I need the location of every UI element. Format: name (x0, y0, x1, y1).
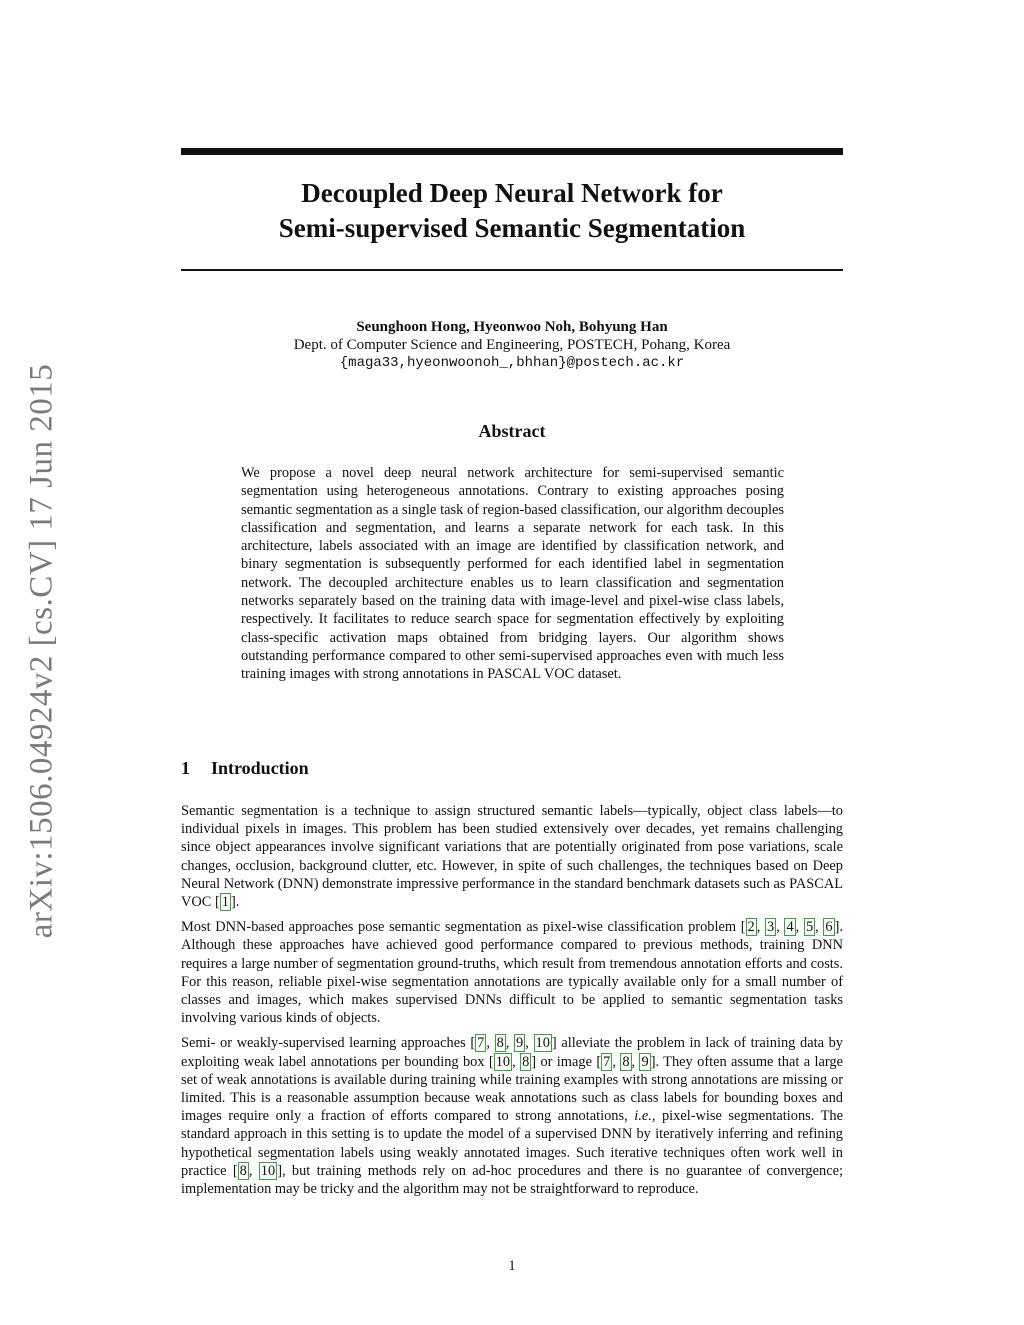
arxiv-identifier: arXiv:1506.04924v2 [cs.CV] 17 Jun 2015 (23, 363, 60, 939)
author-names: Seunghoon Hong, Hyeonwoo Noh, Bohyung Han (356, 319, 668, 335)
paragraph: Semi- or weakly-supervised learning approaches [ 7 , 8 , 9 , 10 ] alleviate the problem in lack of training data by exploiting weak label annotations per bounding box [ 10 , 8 ] or image [ 7 , 8 , 9 ]. They often assume that a large set of weak annotations is available during training while training examples with strong annotations are missing or limited. This is a reasonable assumption because weak annotations such as class labels for bounding boxes and images require only a fraction of efforts compared to strong annotations, i.e., pixel-wise segmentations. The standard approach in this setting is to update the model of a supervised DNN by iteratively inferring and refining hypothetical segmentation labels using weakly annotated images. Such iterative techniques often work well in practice [ 8 , 10 ], but training methods rely on ad-hoc procedures and there is no guarantee of convergence; implementation may be tricky and the algorithm may not be straightforward to reproduce. (181, 1035, 844, 1198)
paragraph: Most DNN-based approaches pose semantic segmentation as pixel-wise classification problem [ 2 , 3 , 4 , 5 , 6 ]. Although these approaches have achieved good performance compared to previous methods, training DNN requires a large number of segmentation ground-truths, which result from tremendous annotation efforts and costs. For this reason, reliable pixel-wise segmentation annotations are typically available only for a small number of classes and images, which makes supervised DNNs difficult to be applied to semantic segmentation tasks involving various kinds of objects. (181, 919, 843, 1027)
citation-link[interactable]: 8 (239, 1162, 247, 1179)
citation-link[interactable]: 8 (522, 1053, 530, 1070)
citation-link[interactable]: 10 (535, 1035, 550, 1052)
citation-link[interactable]: 1 (221, 894, 229, 911)
author-affiliation: Dept. of Computer Science and Engineering, POSTECH, Pohang, Korea (293, 337, 731, 353)
citation-link[interactable]: 4 (786, 919, 794, 936)
citation-link[interactable]: 9 (641, 1053, 649, 1070)
arxiv-sidebar (0, 0, 80, 1325)
citation-link[interactable]: 10 (495, 1053, 511, 1070)
citation-link[interactable]: 9 (516, 1035, 524, 1052)
section-title: Introduction (211, 758, 309, 778)
introduction-body (181, 802, 843, 1205)
citation-link[interactable]: 8 (622, 1053, 630, 1070)
citation-link[interactable]: 5 (805, 919, 814, 936)
citation-link[interactable]: 7 (603, 1053, 611, 1070)
citation-link[interactable]: 3 (767, 919, 775, 936)
author-block (181, 318, 843, 372)
citation-link[interactable]: 10 (260, 1162, 276, 1179)
title-line-2: Semi-supervised Semantic Segmentation (278, 213, 746, 243)
abstract-heading: Abstract (478, 421, 546, 441)
citation-link[interactable]: 6 (825, 919, 833, 936)
paragraph: Semantic segmentation is a technique to assign structured semantic labels—typically, object class labels—to individual pixels in images. This problem has been studied extensively over decades, yet remains challenging since object appearances involve significant variations that are potentially originated from pose variations, scale changes, occlusion, background clutter, etc. However, in spite of such challenges, the techniques based on Deep Neural Network (DNN) demonstrate impressive performance in the standard benchmark datasets such as PASCAL VOC [ 1 ]. (181, 803, 843, 911)
title-top-rule (181, 148, 843, 155)
abstract-text: We propose a novel deep neural network architecture for semi-supervised semantic segmentation using heterogeneous annotations. Contrary to existing approaches posing semantic segmentation as a single task of region-based classification, our algorithm decouples classification and segmentation, and learns a separate network for each task. In this architecture, labels associated with an image are identified by classification network, and binary segmentation is subsequently performed for each identified label in segmentation network. The decoupled architecture enables us to learn classification and segmentation networks separately based on the training data with image-level and pixel-wise class labels, respectively. It facilitates to reduce search space for segmentation effectively by exploiting class-specific activation maps obtained from bridging layers. Our algorithm shows outstanding performance compared to other semi-supervised approaches even with much less training images with strong annotations in PASCAL VOC dataset. (241, 465, 784, 683)
title-line-1: Decoupled Deep Neural Network for (301, 178, 723, 208)
citation-link[interactable]: 2 (747, 919, 755, 936)
paper-title (181, 176, 843, 246)
page-number: 1 (508, 1258, 516, 1274)
citation-link[interactable]: 8 (496, 1035, 504, 1052)
section-heading-introduction (181, 758, 309, 779)
section-number: 1 (181, 758, 190, 778)
italic-ie: i.e., (634, 1108, 656, 1125)
citation-link[interactable]: 7 (477, 1035, 485, 1052)
title-bottom-rule (181, 269, 843, 271)
author-email: {maga33,hyeonwoonoh_,bhhan}@postech.ac.kr (339, 355, 685, 371)
